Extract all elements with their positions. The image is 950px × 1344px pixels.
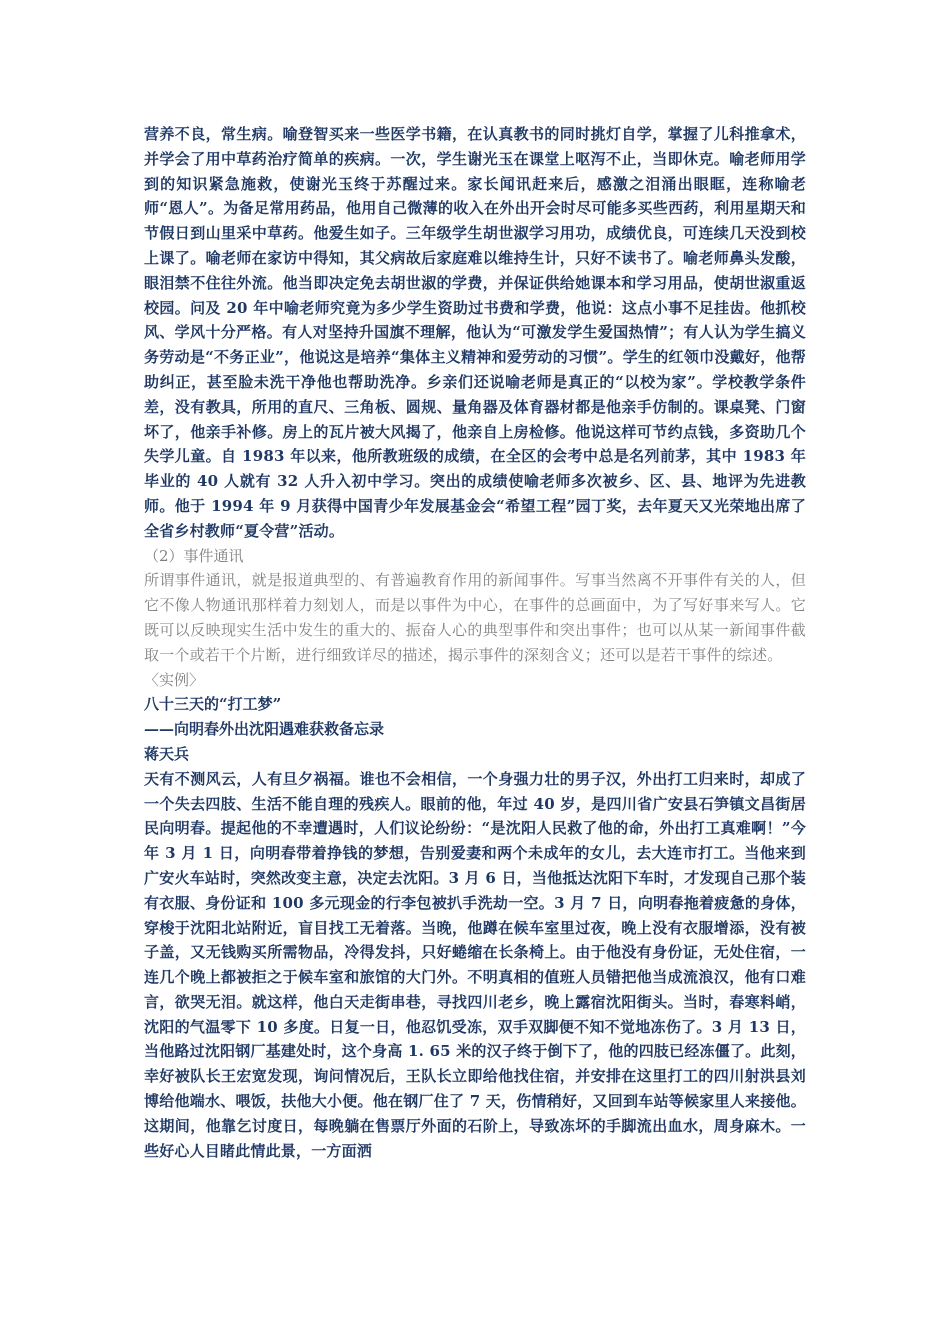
- article-subtitle: ——向明春外出沈阳遇难获救备忘录: [144, 720, 385, 739]
- body-paragraph-article: 天有不测风云，人有旦夕祸福。谁也不会相信，一个身强力壮的男子汉，外出打工归来时，却成了一个失去四肢、生活不能自理的残疾人。眼前的他，年过 40 岁，是四川省广安县石笋镇文昌街居民向明春。提起他的不幸遭遇时，人们议论纷纷：“是沈阳人民救了他的命，外出打工真难啊！”今年 3 月 1 日，向明春带着挣钱的梦想，告别爱妻和两个未成年的女儿，去大连市打工。当他来到广安火车站时，突然改变主意，决定去沈阳。3 月 6 日，当他抵达沈阳下车时，才发现自己那个装有衣服、身份证和 100 多元现金的行李包被扒手洗劫一空。3 月 7 日，向明春拖着疲惫的身体，穿梭于沈阳北站附近，盲目找工无着落。当晚，他蹲在候车室里过夜，晚上没有衣服增添，没有被子盖，又无钱购买所需物品，冷得发抖，只好蜷缩在长条椅上。由于他没有身份证，无处住宿，一连几个晚上都被拒之于候车室和旅馆的大门外。不明真相的值班人员错把他当成流浪汉，他有口难言，欲哭无泪。就这样，他白天走街串巷，寻找四川老乡，晚上露宿沈阳街头。当时，春寒料峭，沈阳的气温零下 10 多度。日复一日，他忍饥受冻，双手双脚便不知不觉地冻伤了。3 月 13 日，当他路过沈阳钢厂基建处时，这个身高 1. 65 米的汉子终于倒下了，他的四肢已经冻僵了。此刻，幸好被队长王宏宽发现，询问情况后，王队长立即给他找住宿，并安排在这里打工的四川射洪县刘博给他端水、喂饭，扶他大小便。他在钢厂住了 7 天，伤情稍好，又回到车站等候家里人来接他。这期间，他靠乞讨度日，每晚躺在售票厅外面的石阶上，导致冻坏的手脚流出血水，周身麻木。一些好心人目睹此情此景，一方面洒: [144, 769, 806, 1160]
- body-paragraph-event-definition: 所谓事件通讯，就是报道典型的、有普遍教育作用的新闻事件。写事当然离不开事件有关的人，但它不像人物通讯那样着力刻划人，而是以事件为中心，在事件的总画面中，为了写好事来写人。它既可以反映现实生活中发生的重大的、振奋人心的典型事件和突出事件；也可以从某一新闻事件截取一个或若干个片断，进行细致详尽的描述，揭示事件的深刻含义；还可以是若干事件的综述。: [144, 571, 806, 664]
- article-title: 八十三天的“打工梦”: [144, 695, 282, 714]
- body-paragraph-teacher-story: 营养不良，常生病。喻登智买来一些医学书籍，在认真教书的同时挑灯自学，掌握了儿科推拿术，并学会了用中草药治疗简单的疾病。一次，学生谢光玉在课堂上呕泻不止，当即休克。喻老师用学到的知识紧急施救，使谢光玉终于苏醒过来。家长闻讯赶来后，感激之泪涌出眼眶，连称喻老师“恩人”。为备足常用药品，他用自己微薄的收入在外出开会时尽可能多买些西药，利用星期天和节假日到山里采中草药。他爱生如子。三年级学生胡世淑学习用功，成绩优良，可连续几天没到校上课了。喻老师在家访中得知，其父病故后家庭难以维持生计，只好不读书了。喻老师鼻头发酸，眼泪禁不住往外流。他当即决定免去胡世淑的学费，并保证供给她课本和学习用品，使胡世淑重返校园。问及 20 年中喻老师究竟为多少学生资助过书费和学费，他说：这点小事不足挂齿。他抓校风、学风十分严格。有人对坚持升国旗不理解，他认为“可激发学生爱国热情”；有人认为学生搞义务劳动是“不务正业”，他说这是培养“集体主义精神和爱劳动的习惯”。学生的红领巾没戴好，他帮助纠正，甚至脸未洗干净他也帮助洗净。乡亲们还说喻老师是真正的“以校为家”。学校教学条件差，没有教具，所用的直尺、三角板、圆规、量角器及体育器材都是他亲手仿制的。课桌凳、门窗坏了，他亲手补修。房上的瓦片被大风揭了，他亲自上房检修。他说这样可节约点钱，多资助几个失学儿童。自 1983 年以来，他所教班级的成绩，在全区的会考中总是名列前茅，其中 1983 年毕业的 40 人就有 32 人升入初中学习。突出的成绩使喻老师多次被乡、区、县、地评为先进教师。他于 1994 年 9 月获得中国青少年发展基金会“希望工程”园丁奖，去年夏天又光荣地出席了全省乡村教师“夏令营”活动。: [144, 125, 806, 540]
- document-page: [144, 122, 806, 1163]
- example-label: 〈实例〉: [144, 670, 205, 689]
- article-author: 蒋天兵: [144, 744, 190, 763]
- section-heading: （2）事件通讯: [144, 546, 244, 565]
